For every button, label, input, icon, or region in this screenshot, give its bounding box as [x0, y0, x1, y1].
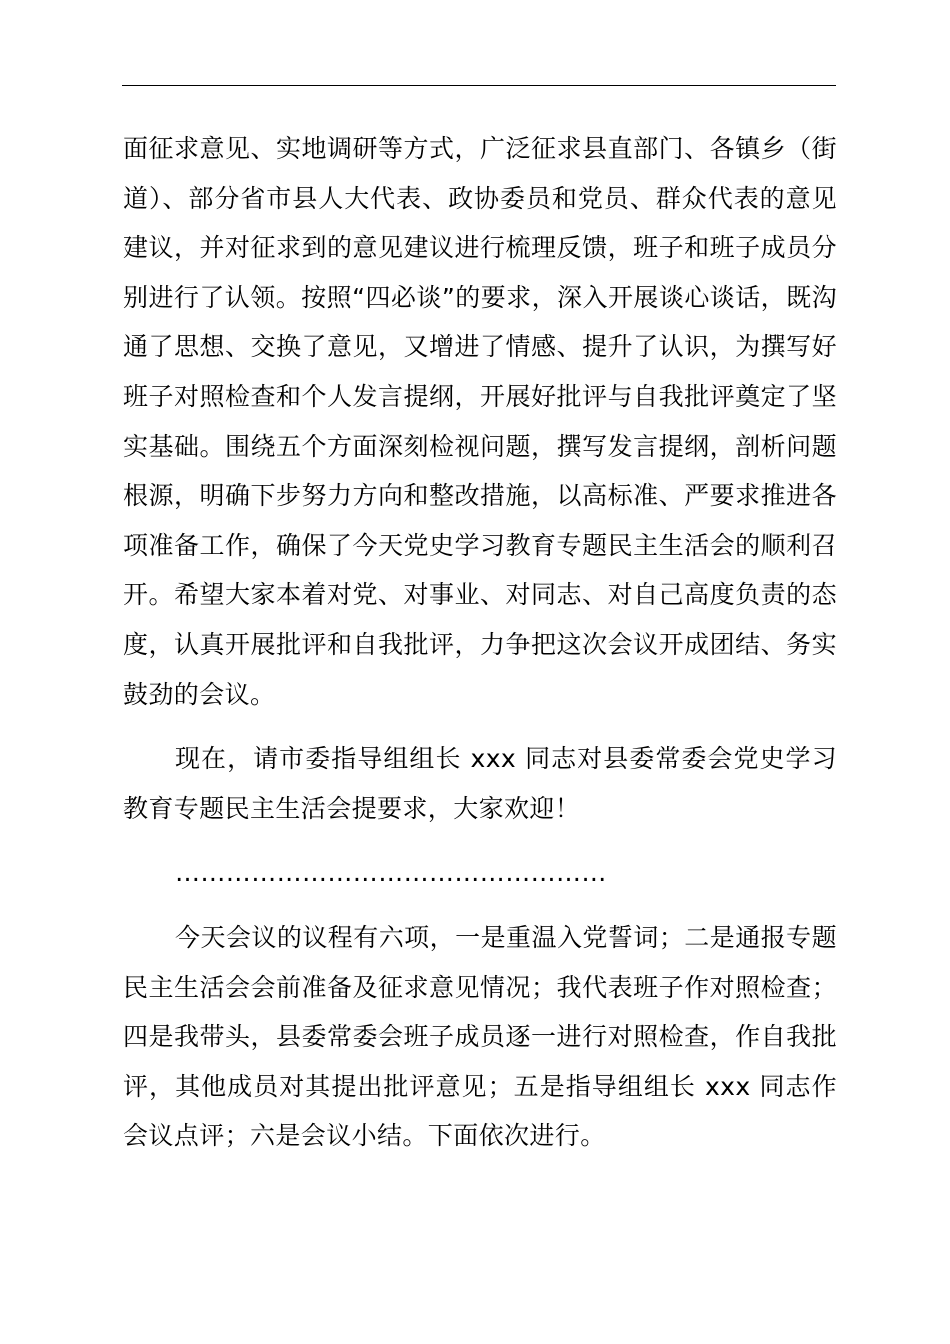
header-rule: [122, 85, 836, 86]
document-body: [123, 124, 837, 1161]
paragraph-invitation: 现在，请市委指导组组长 xxx 同志对县委常委会党史学习教育专题民主生活会提要求，大家欢迎！: [123, 744, 837, 823]
paragraph-agenda: 今天会议的议程有六项，一是重温入党誓词；二是通报专题民主生活会会前准备及征求意见情况；我代表班子作对照检查；四是我带头，县委常委会班子成员逐一进行对照检查，作自我批评，其他成员对其提出批评意见；五是指导组组长 xxx 同志作会议点评；六是会议小结。下面依次进行。: [123, 922, 837, 1151]
paragraph-ellipsis: ……………………………………………: [175, 858, 607, 888]
paragraph-preparation: 面征求意见、实地调研等方式，广泛征求县直部门、各镇乡（街道）、部分省市县人大代表、政协委员和党员、群众代表的意见建议，并对征求到的意见建议进行梳理反馈，班子和班子成员分别进行了认领。按照“四必谈”的要求，深入开展谈心谈话，既沟通了思想、交换了意见，又增进了情感、提升了认识，为撰写好班子对照检查和个人发言提纲，开展好批评与自我批评奠定了坚实基础。围绕五个方面深刻检视问题，撰写发言提纲，剖析问题根源，明确下步努力方向和整改措施，以高标准、严要求推进各项准备工作，确保了今天党史学习教育专题民主生活会的顺利召开。希望大家本着对党、对事业、对同志、对自己高度负责的态度，认真开展批评和自我批评，力争把这次会议开成团结、务实鼓劲的会议。: [123, 134, 837, 709]
